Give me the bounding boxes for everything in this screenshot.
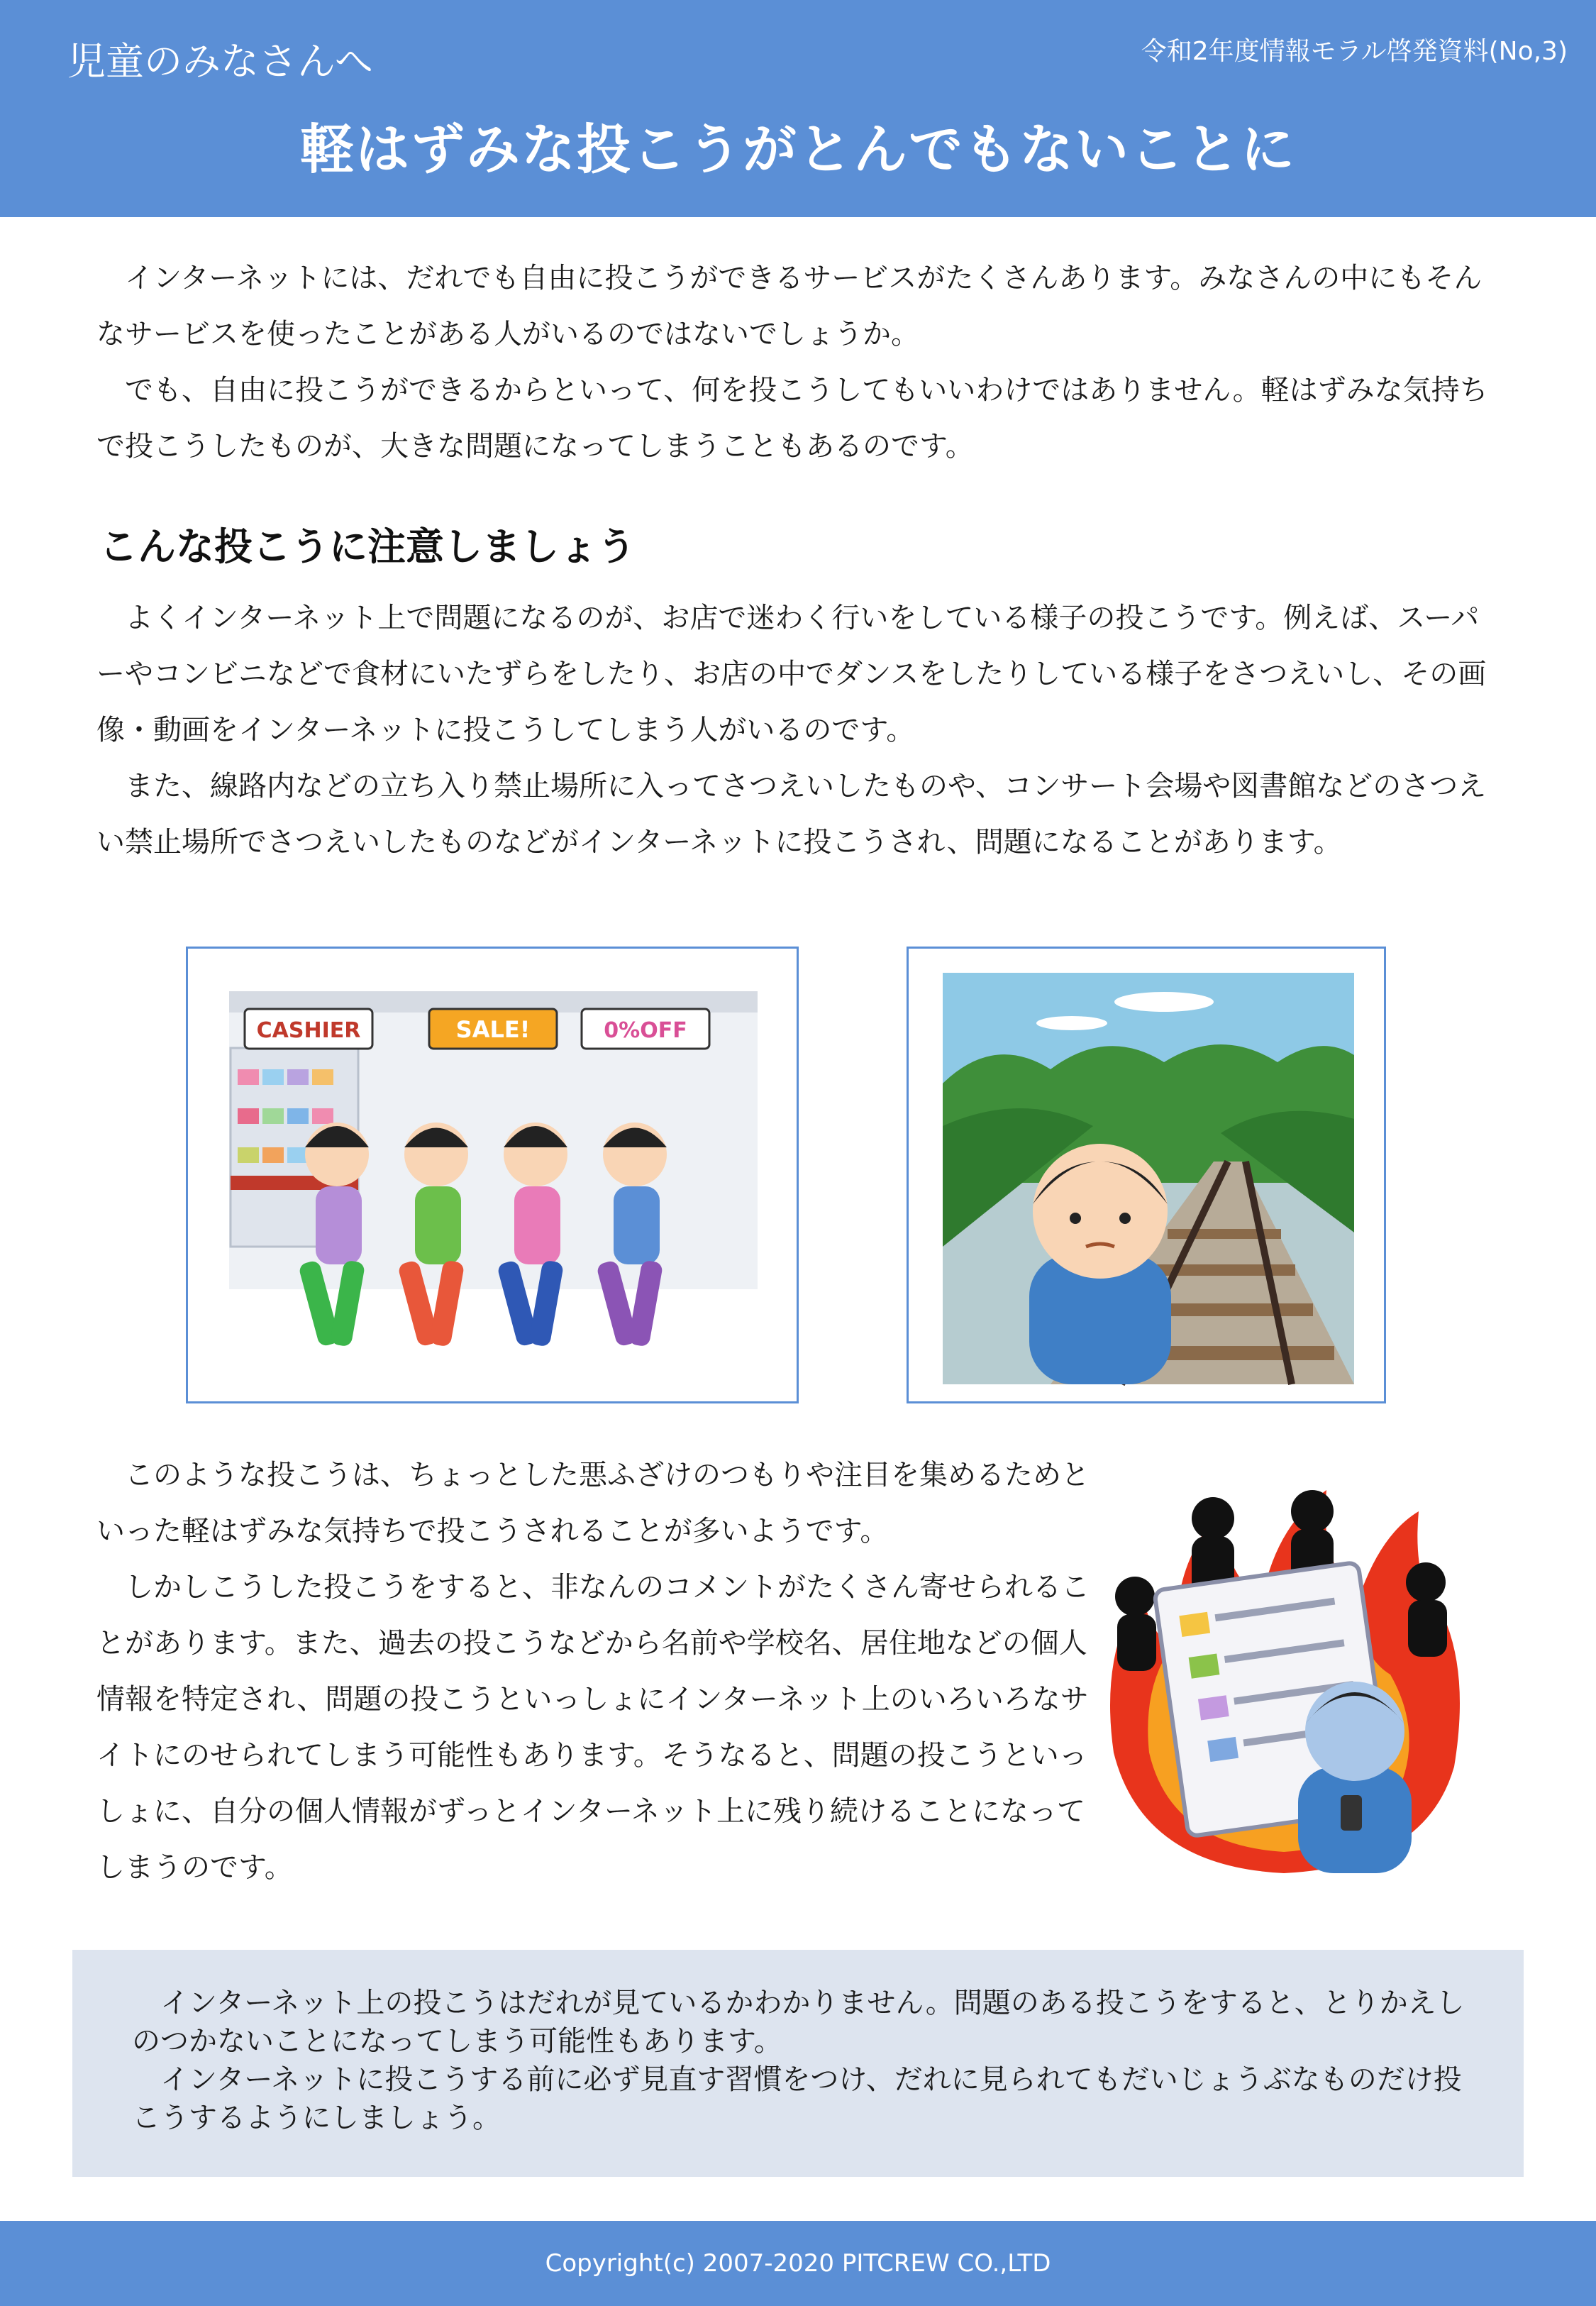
sign-sale: SALE! xyxy=(455,1016,531,1043)
online-flaming-illustration xyxy=(1085,1469,1483,1880)
store-dance-illustration xyxy=(186,947,799,1403)
series-label: 令和2年度情報モラル啓発資料(No,3) xyxy=(1141,37,1568,66)
worried-boy xyxy=(1298,1682,1412,1873)
consequences-paragraph-2: しかしこうした投こうをすると、非なんのコメントがたくさん寄せられることがあります。また、過去の投こうなどから名前や学校名、居住地などの個人情報を特定され、問題の投こうといっしょにインターネット上のいろいろなサイトにのせられてしまう可能性もあります。そうなると、問題の投こうといっしょに、自分の個人情報がずっとインターネット上に残り続けることになってしまうのです。 xyxy=(96,1571,1090,1884)
advice-text xyxy=(132,1984,1480,2137)
copyright: Copyright(c) 2007-2020 PITCREW CO.,LTD xyxy=(545,2249,1051,2278)
intro-paragraph-1: インターネットには、だれでも自由に投こうができるサービスがたくさんあります。みなさんの中にもそんなサービスを使ったことがある人がいるのではないでしょうか。 xyxy=(96,262,1483,351)
sign-off: 0%OFF xyxy=(604,1018,687,1043)
advice-paragraph-1: インターネット上の投こうはだれが見ているかわかりません。問題のある投こうをすると、とりかえしのつかないことになってしまう可能性もあります。 xyxy=(132,1987,1465,2058)
audience-label: 児童のみなさんへ xyxy=(67,39,373,84)
intro-text xyxy=(96,250,1501,475)
section-text xyxy=(96,590,1501,871)
railway-trespass-illustration xyxy=(907,947,1386,1403)
section-heading: こんな投こうに注意しましょう xyxy=(99,524,636,569)
page-title: 軽はずみな投こうがとんでもないことに xyxy=(300,118,1296,181)
consequences-paragraph-1: このような投こうは、ちょっとした悪ふざけのつもりや注目を集めるためといった軽はずみな気持ちで投こうされることが多いようです。 xyxy=(96,1459,1090,1548)
intro-paragraph-2: でも、自由に投こうができるからといって、何を投こうしてもいいわけではありません。軽はずみな気持ちで投こうしたものが、大きな問題になってしまうこともあるのです。 xyxy=(96,374,1488,463)
sign-cashier: CASHIER xyxy=(256,1018,361,1043)
advice-paragraph-2: インターネットに投こうする前に必ず見直す習慣をつけ、だれに見られてもだいじょうぶなものだけ投こうするようにしましょう。 xyxy=(132,2063,1462,2134)
section-paragraph-1: よくインターネット上で問題になるのが、お店で迷わく行いをしている様子の投こうです。例えば、スーパーやコンビニなどで食材にいたずらをしたり、お店の中でダンスをしたりしている様子をさつえいし、その画像・動画をインターネットに投こうしてしまう人がいるのです。 xyxy=(96,602,1487,746)
flaming-image xyxy=(1085,1469,1483,1880)
consequences-text xyxy=(96,1447,1090,1896)
section-paragraph-2: また、線路内などの立ち入り禁止場所に入ってさつえいしたものや、コンサート会場や図書館などのさつえい禁止場所でさつえいしたものなどがインターネットに投こうされ、問題になることがあります。 xyxy=(96,770,1487,859)
boy-figure xyxy=(1029,1144,1171,1384)
store-dance-image xyxy=(188,949,797,1401)
railway-image xyxy=(909,949,1384,1401)
